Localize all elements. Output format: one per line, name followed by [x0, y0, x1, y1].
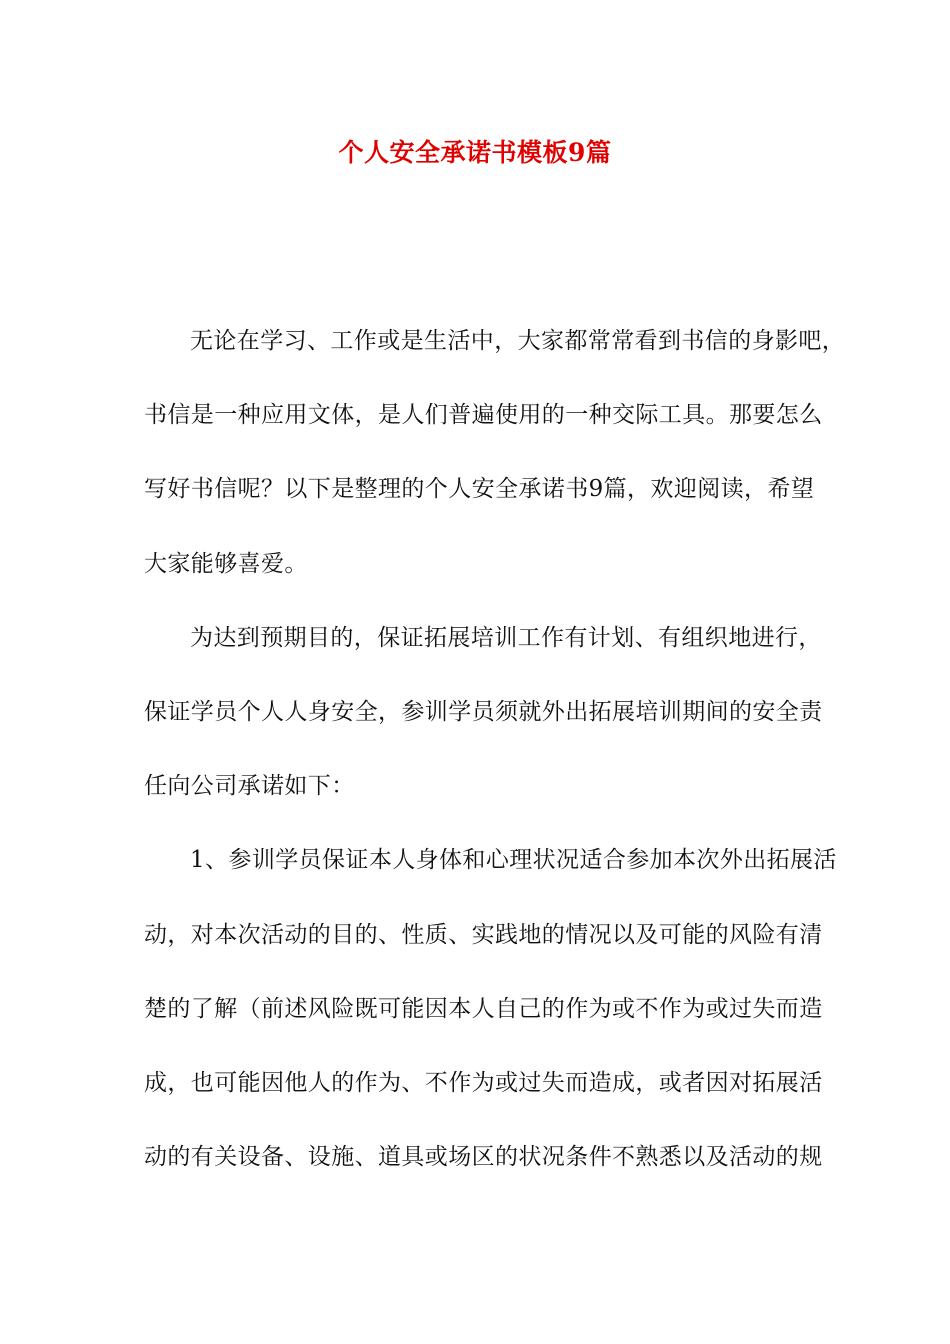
- text-line: 为达到预期目的，保证拓展培训工作有计划、有组织地进行，: [190, 624, 822, 651]
- text-line: 动的有关设备、设施、道具或场区的状况条件不熟悉以及活动的规: [144, 1144, 823, 1171]
- text-line: 保证学员个人人身安全，参训学员须就外出拓展培训期间的安全责: [144, 698, 823, 725]
- text-line: 楚的了解（前述风险既可能因本人自己的作为或不作为或过失而造: [144, 995, 823, 1022]
- text-line: 任向公司承诺如下：: [144, 773, 355, 800]
- text-line: 无论在学习、工作或是生活中，大家都常常看到书信的身影吧，: [190, 328, 846, 354]
- text-line: 1、参训学员保证本人身体和心理状况适合参加本次外出拓展活: [190, 847, 837, 874]
- text-line: 动，对本次活动的目的、性质、实践地的情况以及可能的风险有清: [144, 921, 823, 948]
- text-line: 写好书信呢？以下是整理的个人安全承诺书9篇，欢迎阅读，希望: [144, 476, 815, 503]
- document-title: 个人安全承诺书模板9篇: [338, 138, 612, 167]
- text-line: 大家能够喜爱。: [144, 550, 308, 577]
- document-body: [144, 321, 846, 1211]
- text-line: 成，也可能因他人的作为、不作为或过失而造成，或者因对拓展活: [144, 1069, 823, 1096]
- text-line: 书信是一种应用文体，是人们普遍使用的一种交际工具。那要怎么: [144, 402, 823, 429]
